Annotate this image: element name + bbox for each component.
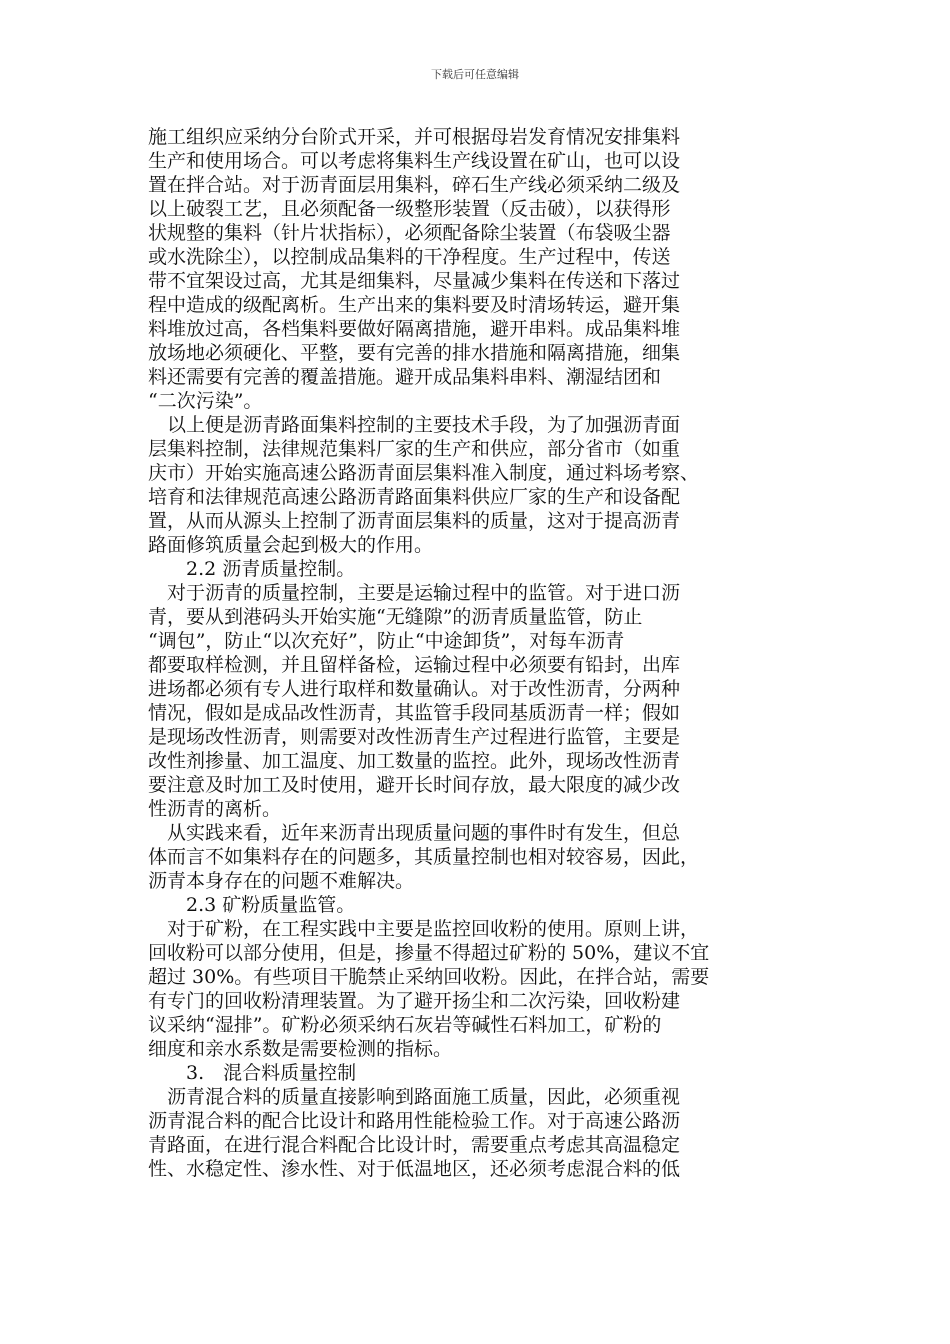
text-line: 带不宜架设过高，尤其是细集料，尽量减少集料在传送和下落过 xyxy=(148,270,681,292)
document-body xyxy=(148,125,798,1181)
text-line: 层集料控制，法律规范集料厂家的生产和供应，部分省市（如重 xyxy=(148,438,681,460)
text-line: 性沥青的离析。 xyxy=(148,798,282,820)
text-line: 料堆放过高，各档集料要做好隔离措施，避开串料。成品集料堆 xyxy=(148,318,681,340)
text-line: 路面修筑质量会起到极大的作用。 xyxy=(148,534,434,556)
text-line: 青，要从到港码头开始实施“无缝隙”的沥青质量监管，防止 xyxy=(148,606,643,628)
text-line: 置在拌合站。对于沥青面层用集料，碎石生产线必须采纳二级及 xyxy=(148,174,681,196)
text-line: 体而言不如集料存在的问题多，其质量控制也相对较容易，因此， xyxy=(148,846,700,868)
text-line: 沥青本身存在的问题不难解决。 xyxy=(148,870,415,892)
text-line: 料还需要有完善的覆盖措施。避开成品集料串料、潮湿结团和 xyxy=(148,366,662,388)
text-line: 2.2 沥青质量控制。 xyxy=(148,558,356,580)
text-line: 生产和使用场合。可以考虑将集料生产线设置在矿山，也可以设 xyxy=(148,150,681,172)
text-line: 要注意及时加工及时使用，避开长时间存放，最大限度的减少改 xyxy=(148,774,681,796)
text-line: 性、水稳定性、渗水性、对于低温地区，还必须考虑混合料的低 xyxy=(148,1158,681,1180)
text-line: 庆市）开始实施高速公路沥青面层集料准入制度，通过料场考察、 xyxy=(148,462,700,484)
text-line: 对于矿粉，在工程实践中主要是监控回收粉的使用。原则上讲， xyxy=(148,918,700,940)
text-line: 对于沥青的质量控制，主要是运输过程中的监管。对于进口沥 xyxy=(148,582,681,604)
text-line: 培育和法律规范高速公路沥青路面集料供应厂家的生产和设备配 xyxy=(148,486,681,508)
text-line: 改性剂掺量、加工温度、加工数量的监控。此外，现场改性沥青 xyxy=(148,750,681,772)
text-line: “二次污染”。 xyxy=(148,390,263,412)
text-line: 进场都必须有专人进行取样和数量确认。对于改性沥青，分两种 xyxy=(148,678,681,700)
text-line: 超过 30%。有些项目干脆禁止采纳回收粉。因此，在拌合站，需要 xyxy=(148,966,710,988)
text-line: 细度和亲水系数是需要检测的指标。 xyxy=(148,1038,453,1060)
text-line: 有专门的回收粉清理装置。为了避开扬尘和二次污染，回收粉建 xyxy=(148,990,681,1012)
text-line: 2.3 矿粉质量监管。 xyxy=(148,894,356,916)
page-header: 下载后可任意编辑 xyxy=(431,68,519,81)
text-line: 或水洗除尘），以控制成品集料的干净程度。生产过程中，传送 xyxy=(148,246,671,268)
text-line: 回收粉可以部分使用，但是，掺量不得超过矿粉的 50%，建议不宜 xyxy=(148,942,710,964)
text-line: 放场地必须硬化、平整，要有完善的排水措施和隔离措施，细集 xyxy=(148,342,681,364)
text-line: 程中造成的级配离析。生产出来的集料要及时清场转运，避开集 xyxy=(148,294,681,316)
text-line: 都要取样检测，并且留样备检，运输过程中必须要有铅封，出库 xyxy=(148,654,681,676)
text-line: 从实践来看，近年来沥青出现质量问题的事件时有发生，但总 xyxy=(148,822,681,844)
text-line: 青路面，在进行混合料配合比设计时，需要重点考虑其高温稳定 xyxy=(148,1134,681,1156)
text-line: 施工组织应采纳分台阶式开采，并可根据母岩发育情况安排集料 xyxy=(148,126,681,148)
text-line: 情况，假如是成品改性沥青，其监管手段同基质沥青一样；假如 xyxy=(148,702,681,724)
text-line: “调包”，防止“以次充好”，防止“中途卸货”，对每车沥青 xyxy=(148,630,625,652)
text-line: 状规整的集料（针片状指标），必须配备除尘装置（布袋吸尘器 xyxy=(148,222,671,244)
text-line: 沥青混合料的配合比设计和路用性能检验工作。对于高速公路沥 xyxy=(148,1110,681,1132)
text-line: 沥青混合料的质量直接影响到路面施工质量，因此，必须重视 xyxy=(148,1086,681,1108)
text-line: 以上破裂工艺，且必须配备一级整形装置（反击破），以获得形 xyxy=(148,198,671,220)
text-line: 议采纳“湿排”。矿粉必须采纳石灰岩等碱性石料加工，矿粉的 xyxy=(148,1014,662,1036)
text-line: 是现场改性沥青，则需要对改性沥青生产过程进行监管，主要是 xyxy=(148,726,681,748)
text-line: 置，从而从源头上控制了沥青面层集料的质量，这对于提高沥青 xyxy=(148,510,681,532)
text-line: 3. 混合料质量控制 xyxy=(148,1062,357,1084)
text-line: 以上便是沥青路面集料控制的主要技术手段，为了加强沥青面 xyxy=(148,414,681,436)
